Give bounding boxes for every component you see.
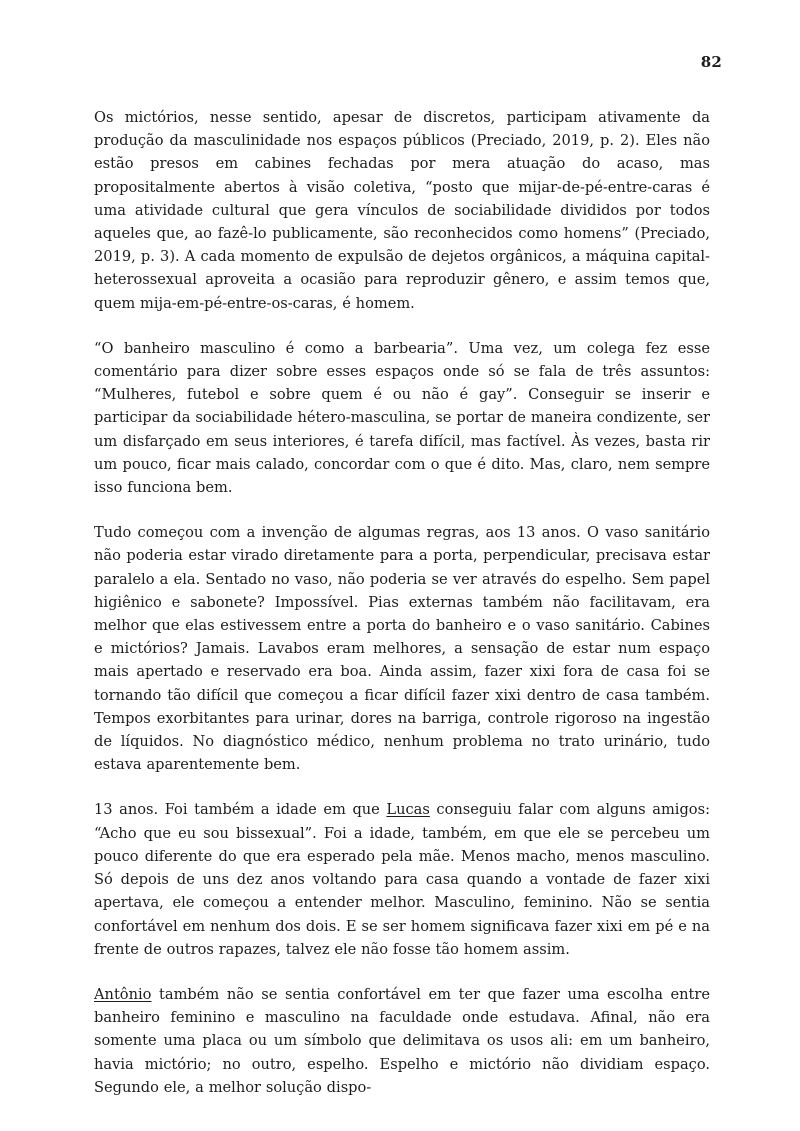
- text-segment: também não se sentia confortável em ter que fazer uma escolha entre banheiro feminino e masculino na faculdade onde estudava. Afinal, não era somente uma placa ou um símbolo que delimitava os usos ali: em um banheiro, havia mictório; no outro, espelho. Espelho e mictório não dividiam espaço. Segundo ele, a melhor solução dispo-: [94, 985, 710, 1096]
- paragraph: [94, 521, 710, 776]
- underlined-name: Lucas: [386, 801, 430, 819]
- underlined-name: Antônio: [94, 985, 152, 1003]
- text-segment: Tudo começou com a invenção de algumas regras, aos 13 anos. O vaso sanitário não poderia estar virado diretamente para a porta, perpendicular, precisava estar paralelo a ela. Sentado no vaso, não poderia se ver através do espelho. Sem papel higiênico e sabonete? Impossível. Pias externas também não facilitavam, era melhor que elas estivessem entre a porta do banheiro e o vaso sanitário. Cabines e mictórios? Jamais. Lavabos eram melhores, a sensação de estar num espaço mais apertado e reservado era boa. Ainda assim, fazer xixi fora de casa foi se tornando tão difícil que começou a ficar difícil fazer xixi dentro de casa também. Tempos exorbitantes para urinar, dores na barriga, controle rigoroso na ingestão de líquidos. No diagnóstico médico, nenhum problema no trato urinário, tudo estava aparentemente bem.: [94, 524, 710, 774]
- text-segment: 13 anos. Foi também a idade em que: [94, 801, 387, 819]
- paragraph: [94, 337, 710, 499]
- text-segment: Os mictórios, nesse sentido, apesar de discretos, participam ativamente da produção da masculinidade nos espaços públicos (Preciado, 2019, p. 2). Eles não estão presos em cabines fechadas por mera atuação do acaso, mas propositalmente abertos à visão coletiva, “posto que mijar-de-pé-entre-caras é uma atividade cultural que gera vínculos de sociabilidade divididos por todos aqueles que, ao fazê-lo publicamente, são reconhecidos como homens” (Preciado, 2019, p. 3). A cada momento de expulsão de dejetos orgânicos, a máquina capital-heterossexual aproveita a ocasião para reproduzir gênero, e assim temos que, quem mija-em-pé-entre-os-caras, é homem.: [94, 109, 710, 312]
- paragraph: [94, 798, 710, 960]
- page-body: [94, 106, 710, 1099]
- paragraph-container: [94, 106, 710, 1099]
- paragraph: [94, 983, 710, 1099]
- text-segment: “O banheiro masculino é como a barbearia”. Uma vez, um colega fez esse comentário para dizer sobre esses espaços onde só se fala de três assuntos: “Mulheres, futebol e sobre quem é ou não é gay”. Conseguir se inserir e participar da sociabilidade hétero-masculina, se portar de maneira condizente, ser um disfarçado em seus interiores, é tarefa difícil, mas factível. Às vezes, basta rir um pouco, ficar mais calado, concordar com o que é dito. Mas, claro, nem sempre isso funciona bem.: [94, 339, 710, 497]
- paragraph: [94, 106, 710, 315]
- page-header: [701, 52, 722, 71]
- text-segment: conseguiu falar com alguns amigos: “Acho que eu sou bissexual”. Foi a idade, também, em que ele se percebeu um pouco diferente do que era esperado pela mãe. Menos macho, menos masculino. Só depois de uns dez anos voltando para casa quando a vontade de fazer xixi apertava, ele começou a entender melhor. Masculino, feminino. Não se sentia confortável em nenhum dos dois. E se ser homem significava fazer xixi em pé e na frente de outros rapazes, talvez ele não fosse tão homem assim.: [94, 801, 710, 958]
- page-number: 82: [700, 53, 722, 71]
